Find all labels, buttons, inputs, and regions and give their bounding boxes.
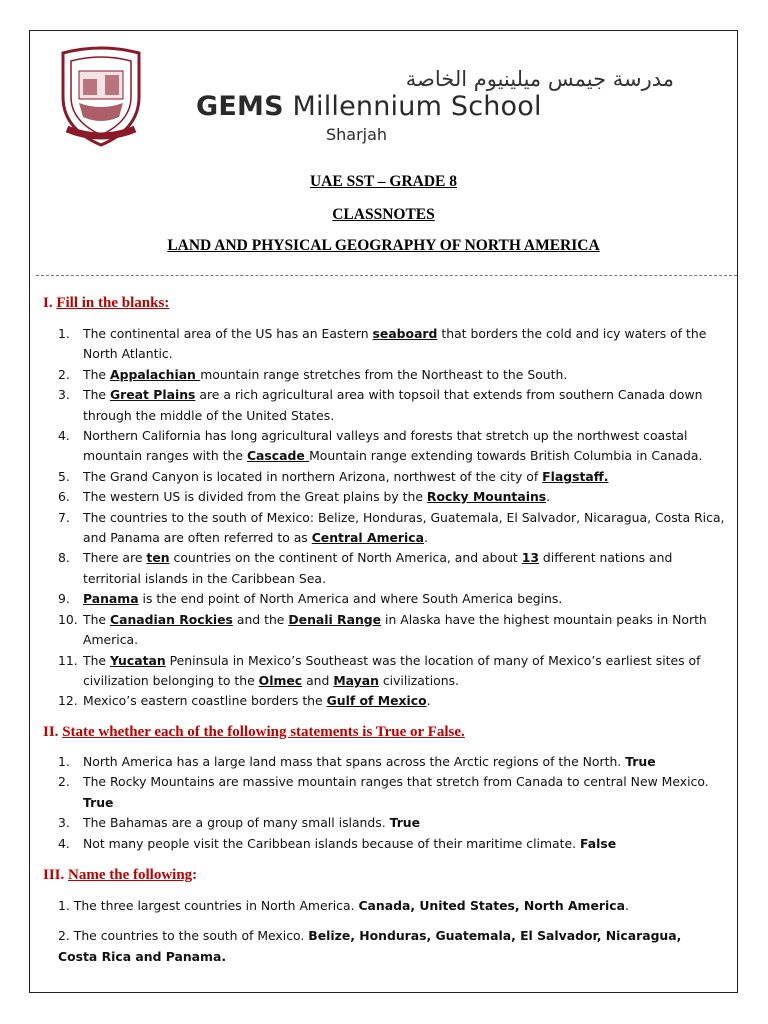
list-item: 1. The continental area of the US has an Eastern seaboard that borders the cold and icy waters of the North Atlantic.: [58, 326, 707, 362]
list-item: 9. Panama is the end point of North America and where South America begins.: [58, 591, 563, 607]
school-name-arabic: مدرسة جيمس ميلينيوم الخاصة: [405, 67, 674, 91]
school-city: Sharjah: [326, 125, 388, 144]
list-item: 2. The Rocky Mountains are massive mountain ranges that stretch from Canada to central New Mexico. True: [58, 774, 709, 810]
section-3-heading: III. Name the following:: [43, 867, 198, 883]
document-page: [29, 30, 738, 993]
title-topic: LAND AND PHYSICAL GEOGRAPHY OF NORTH AMERICA: [167, 237, 600, 254]
true-false-list: [47, 752, 727, 854]
list-item: 7. The countries to the south of Mexico: Belize, Honduras, Guatemala, El Salvador, Nicaragua, Costa Rica, and Panama are often referred to as Central America.: [58, 509, 725, 546]
fill-in-blanks-list: [47, 324, 727, 712]
school-crest-icon: [57, 45, 145, 149]
list-item: 4. Not many people visit the Caribbean islands because of their maritime climate. False: [58, 835, 617, 851]
list-item: 1. North America has a large land mass that spans across the Arctic regions of the North. True: [58, 754, 656, 769]
divider: [36, 275, 737, 276]
name-item-1: 1. The three largest countries in North America. Canada, United States, North America.: [58, 898, 629, 913]
list-item: 10. The Canadian Rockies and the Denali Range in Alaska have the highest mountain peaks in North America.: [58, 611, 707, 648]
section-1-heading: I. Fill in the blanks:: [43, 295, 170, 311]
list-item: 4. Northern California has long agricultural valleys and forests that stretch up the northwest coastal mountain ranges with the Cascade Mountain range extending towards British Columbia in Canada.: [58, 428, 703, 464]
list-item: 12. Mexico’s eastern coastline borders the Gulf of Mexico.: [58, 693, 431, 709]
list-item: 11. The Yucatan Peninsula in Mexico’s Southeast was the location of many of Mexico’s earliest sites of civilization belonging to the Olmec and Mayan civilizations.: [58, 652, 701, 688]
list-item: 8. There are ten countries on the continent of North America, and about 13 different nations and territorial islands in the Caribbean Sea.: [58, 550, 673, 586]
school-name: GEMS Millennium School: [196, 91, 542, 122]
list-item: 3. The Bahamas are a group of many small islands. True: [58, 815, 421, 831]
name-item-2: 2. The countries to the south of Mexico. Belize, Honduras, Guatemala, El Salvador, Nicaragua, Costa Rica and Panama.: [58, 928, 682, 964]
title-grade: UAE SST – GRADE 8: [309, 173, 457, 190]
list-item: 5. The Grand Canyon is located in northern Arizona, northwest of the city of Flagstaff.: [58, 468, 609, 484]
title-classnotes: CLASSNOTES: [332, 206, 435, 223]
list-item: 2. The Appalachian mountain range stretches from the Northeast to the South.: [58, 366, 568, 382]
list-item: 3. The Great Plains are a rich agricultural area with topsoil that extends from southern Canada down through the middle of the United States.: [58, 387, 703, 423]
list-item: 6. The western US is divided from the Great plains by the Rocky Mountains.: [58, 489, 551, 505]
section-2-heading: II. State whether each of the following statements is True or False.: [43, 724, 465, 740]
